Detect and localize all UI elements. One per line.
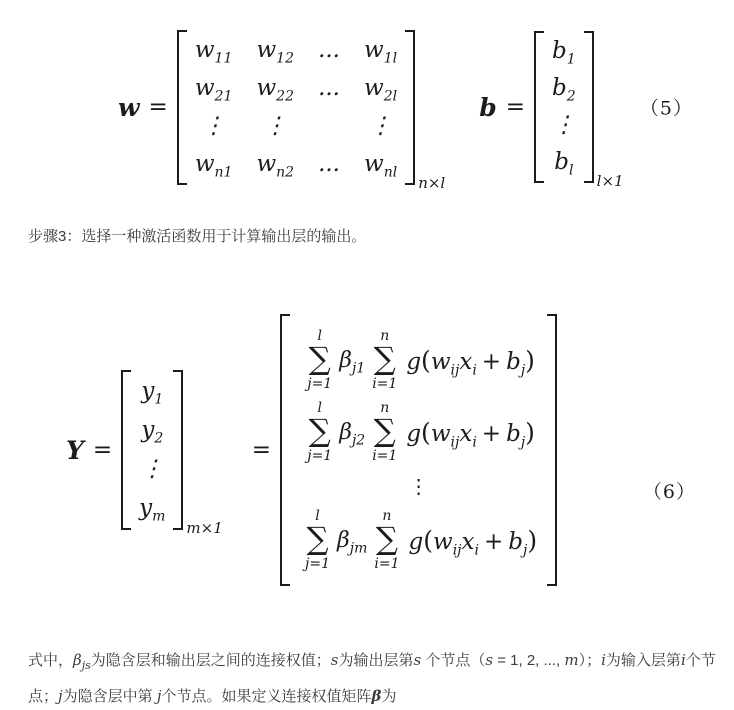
matrix-cell-dots: ... (318, 36, 340, 63)
vector-cell: $b_2$ (551, 75, 576, 105)
activation-term: $g(w_{ij}x_i + b_j)$ (406, 345, 535, 379)
matrix-cell: $w_{12}$ (256, 36, 294, 67)
beta-matrix-symbol: β (371, 687, 382, 705)
left-bracket (121, 370, 131, 530)
equation-number-6: （6） (642, 481, 696, 503)
sigma-icon: ∑ (308, 413, 331, 449)
right-bracket (173, 370, 183, 530)
sigma-icon: ∑ (373, 341, 396, 377)
beta-coefficient: $\beta_{j2}$ (339, 419, 366, 448)
sigma-icon: ∑ (373, 413, 396, 449)
sigma-icon: ∑ (306, 521, 329, 557)
activation-term: $g(w_{ij}x_i + b_j)$ (406, 417, 535, 451)
vector-cell: $y_1$ (141, 378, 164, 408)
sum-matrix-rows (290, 314, 547, 586)
beta-symbol: $\beta_{js}$ (73, 651, 91, 672)
matrix-cell: $w_{22}$ (256, 74, 294, 105)
equation-5 (0, 12, 734, 202)
b-vector-cells (544, 31, 584, 183)
matrix-cell-dots: ... (318, 74, 340, 101)
sum-row (300, 509, 537, 571)
vector-dimension: m×1 (186, 519, 223, 537)
sigma-sum: l ∑ j=1 (307, 328, 333, 392)
beta-coefficient: $\beta_{jm}$ (337, 527, 368, 556)
matrix-cell: $w_{n2}$ (256, 150, 295, 181)
matrix-cell: $w_{nl}$ (364, 150, 398, 181)
b-vector (534, 31, 624, 190)
left-bracket (177, 30, 187, 185)
sigma-sum: n ∑ i=1 (372, 328, 398, 392)
y-vector-cells (131, 370, 173, 530)
sum-row (302, 329, 535, 391)
matrix-cell: $w_{2l}$ (364, 74, 398, 105)
w-vector-symbol: w (118, 92, 140, 122)
equals-sign: = (251, 437, 272, 463)
sum-matrix (280, 314, 557, 586)
right-bracket (405, 30, 415, 185)
sigma-icon: ∑ (308, 341, 331, 377)
vector-cell: $y_2$ (141, 417, 164, 447)
matrix-cell: $w_{1l}$ (364, 36, 398, 67)
footnote-paragraph: 式中，$\beta_{js}$为隐含层和输出层之间的连接权值；s为输出层第s 个节点（s = 1, 2, ..., m）；i为输入层第i个节点；j为隐含层中第 j个节点。如果定义连接权值矩阵β为 (28, 651, 716, 705)
sigma-sum: n ∑ i=1 (372, 400, 398, 464)
matrix-cell: $w_{n1}$ (194, 150, 233, 181)
activation-term: $g(w_{ij}x_i + b_j)$ (408, 525, 538, 559)
matrix-vdots: ⋮ (369, 112, 393, 139)
matrix-cell: $w_{21}$ (194, 74, 233, 105)
equation-number-5: （5） (639, 97, 693, 120)
sigma-icon: ∑ (375, 521, 398, 557)
equation-5-body (118, 12, 624, 202)
y-vector (121, 370, 223, 537)
right-bracket (584, 31, 594, 183)
vector-cell: $y_m$ (139, 495, 166, 525)
w-matrix-cells (187, 30, 405, 185)
w-matrix (177, 30, 446, 192)
beta-coefficient: $\beta_{j1}$ (339, 347, 366, 376)
equation-6 (0, 285, 734, 615)
vertical-dots: ⋮ (408, 474, 429, 498)
left-bracket (534, 31, 544, 183)
b-vector-symbol: b (479, 92, 497, 122)
matrix-cell-dots: ... (318, 150, 340, 177)
y-vector-symbol: Y (66, 435, 84, 465)
right-bracket (547, 314, 557, 586)
equation-6-body (66, 285, 557, 615)
matrix-vdots: ⋮ (263, 112, 287, 139)
vector-dimension: l×1 (596, 172, 624, 190)
equals-sign: = (505, 94, 525, 120)
vector-cell: $b_1$ (551, 38, 576, 68)
vector-cell: $b_l$ (554, 149, 574, 179)
sum-row (302, 401, 535, 463)
left-bracket (280, 314, 290, 586)
matrix-cell: $w_{11}$ (194, 36, 233, 67)
vector-vdots: ⋮ (140, 456, 164, 482)
step3-text: 步骤3：选择一种激活函数用于计算输出层的输出。 (28, 228, 367, 245)
sigma-sum: l ∑ j=1 (307, 400, 333, 464)
sigma-sum: l ∑ j=1 (305, 508, 331, 572)
matrix-dimension: n×l (418, 173, 446, 192)
vector-vdots: ⋮ (552, 112, 576, 138)
equals-sign: = (92, 437, 113, 463)
equals-sign: = (148, 94, 168, 120)
sigma-sum: n ∑ i=1 (374, 508, 400, 572)
matrix-vdots: ⋮ (202, 112, 226, 139)
